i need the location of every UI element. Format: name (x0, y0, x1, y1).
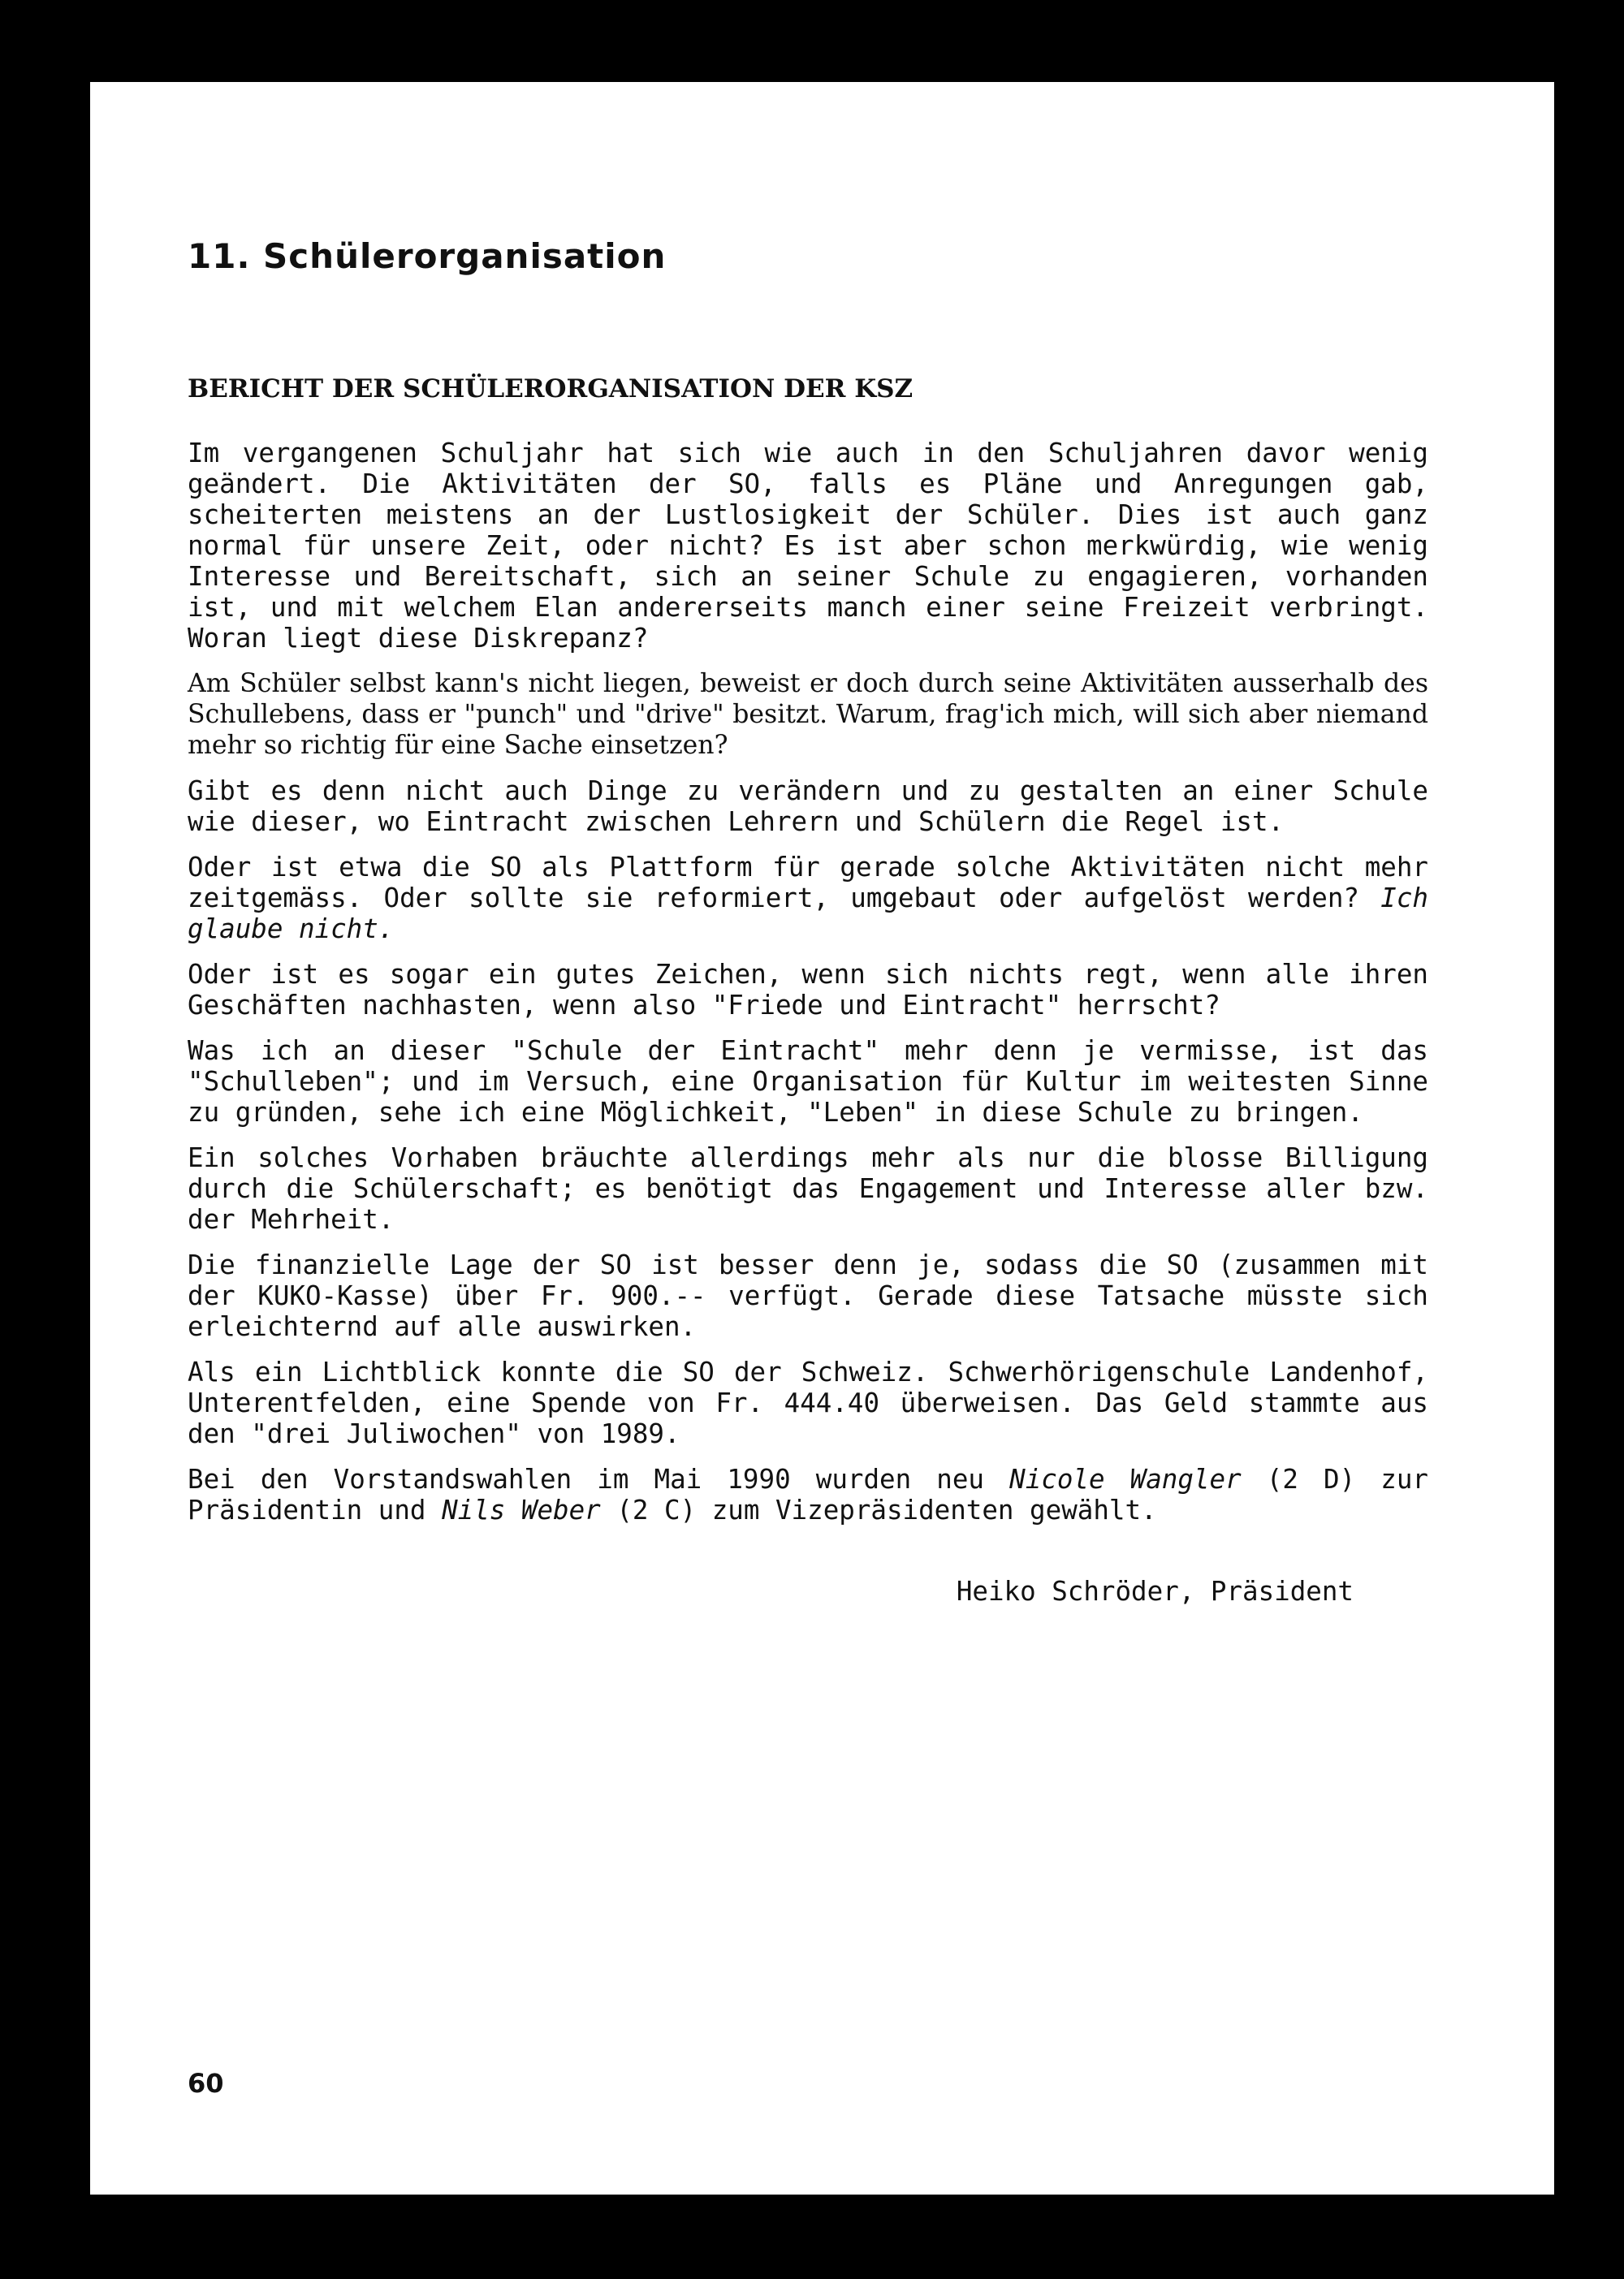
election-text-1: Bei den Vorstandswahlen im Mai 1990 wurden neu (188, 1464, 984, 1495)
paragraph-2: Am Schüler selbst kann's nicht liegen, beweist er doch durch seine Aktivitäten ausserhalb des Schullebens, dass er "punch" und "drive" besitzt. Warum, frag'ich mich, will sich aber niemand mehr so richtig für eine Sache einsetzen? (188, 669, 1428, 760)
signature: Heiko Schröder, Präsident (956, 1576, 1354, 1607)
paragraph-election (188, 1464, 1428, 1526)
paragraph-1: Im vergangenen Schuljahr hat sich wie auch in den Schuljahren davor wenig geändert. Die Aktivitäten der SO, falls es Pläne und Anregungen gab, scheiterten meistens an der Lustlosigkeit der Schüler. Dies ist auch ganz normal für unsere Zeit, oder nicht? Es ist aber schon merkwürdig, wie wenig Interesse und Bereitschaft, sich an seiner Schule zu engagieren, vorhanden ist, und mit welchem Elan andererseits manch einer seine Freizeit verbringt. Woran liegt diese Diskrepanz? (188, 438, 1428, 654)
paragraph-6: Was ich an dieser "Schule der Eintracht" mehr denn je vermisse, ist das "Schulleben"; und im Versuch, eine Organisation für Kultur im weitesten Sinne zu gründen, sehe ich eine Möglichkeit, "Leben" in diese Schule zu bringen. (188, 1035, 1428, 1128)
election-name-president: Nicole Wangler (1009, 1464, 1242, 1495)
paragraph-4-text: Oder ist etwa die SO als Plattform für gerade solche Aktivitäten nicht mehr zeitgemäss. Oder sollte sie reformiert, umgebaut oder aufgelöst werden? (188, 852, 1428, 913)
election-name-vice-president: Nils Weber (442, 1495, 601, 1526)
report-heading: BERICHT DER SCHÜLERORGANISATION DER KSZ (188, 374, 914, 404)
document-page (90, 82, 1554, 2195)
election-text-2: (2 D) zur Präsidentin und (188, 1464, 1429, 1526)
paragraph-5: Oder ist es sogar ein gutes Zeichen, wenn sich nichts regt, wenn alle ihren Geschäften nachhasten, wenn also "Friede und Eintracht" herrscht? (188, 959, 1428, 1021)
page-number: 60 (188, 2068, 224, 2099)
paragraph-8: Die finanzielle Lage der SO ist besser denn je, sodass die SO (zusammen mit der KUKO-Kasse) über Fr. 900.-- verfügt. Gerade diese Tatsache müsste sich erleichternd auf alle auswirken. (188, 1250, 1428, 1342)
election-text-3: (2 C) zum Vizepräsidenten gewählt. (616, 1495, 1157, 1526)
paragraph-4 (188, 852, 1428, 944)
page-content (188, 236, 1428, 1607)
section-title: 11. Schülerorganisation (188, 236, 667, 276)
paragraph-4-emphasis: Ich glaube nicht. (188, 883, 1428, 944)
paragraph-7: Ein solches Vorhaben bräuchte allerdings mehr als nur die blosse Billigung durch die Schülerschaft; es benötigt das Engagement und Interesse aller bzw. der Mehrheit. (188, 1142, 1428, 1235)
paragraph-9: Als ein Lichtblick konnte die SO der Schweiz. Schwerhörigenschule Landenhof, Unterentfelden, eine Spende von Fr. 444.40 überweisen. Das Geld stammte aus den "drei Juliwochen" von 1989. (188, 1357, 1428, 1449)
paragraph-3: Gibt es denn nicht auch Dinge zu verändern und zu gestalten an einer Schule wie dieser, wo Eintracht zwischen Lehrern und Schülern die Regel ist. (188, 775, 1428, 837)
